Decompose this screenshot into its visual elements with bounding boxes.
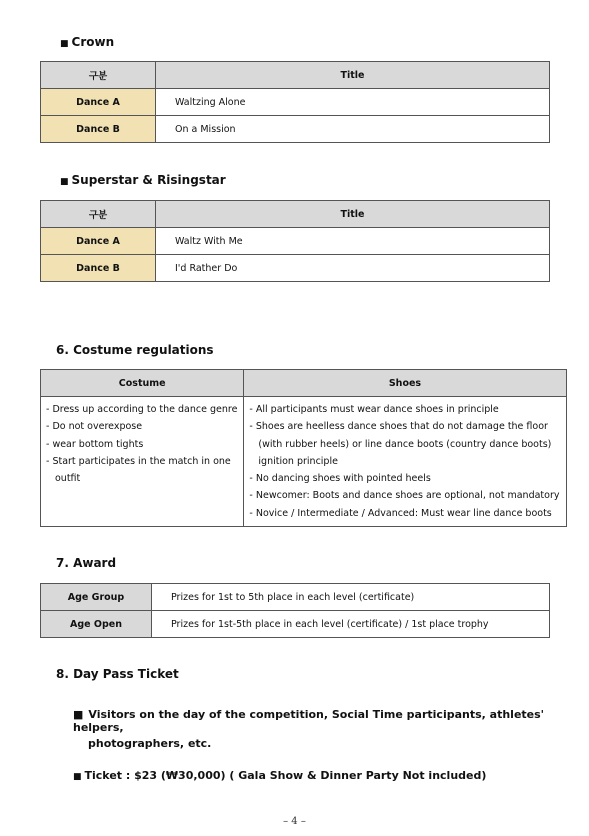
daypass-heading: 8. Day Pass Ticket — [56, 667, 179, 681]
square-bullet-icon: ■ — [73, 772, 82, 782]
crown-table — [40, 61, 550, 143]
crown-heading: ■ Crown — [60, 35, 115, 49]
header-category: 구분 — [41, 201, 156, 228]
visitors-line-continued: photographers, etc. — [88, 737, 212, 750]
row-label: Age Group — [41, 584, 152, 611]
page-number: – 4 – — [283, 816, 306, 827]
table-header-row — [41, 62, 550, 89]
row-value: Prizes for 1st to 5th place in each level (certificate) — [152, 584, 550, 611]
ticket-line: ■ Ticket : $23 (₩30,000) ( Gala Show & Dinner Party Not included) — [73, 769, 487, 782]
list-item: - Do not overexpose — [46, 421, 143, 433]
list-item: - Start participates in the match in one — [46, 455, 231, 467]
header-shoes: Shoes — [244, 370, 566, 397]
header-category: 구분 — [41, 62, 156, 89]
row-value: Waltzing Alone — [156, 89, 550, 116]
list-item: - Shoes are heelless dance shoes that do not damage the floor — [249, 421, 548, 433]
list-item: - All participants must wear dance shoes in principle — [249, 404, 499, 415]
visitors-line: ■ Visitors on the day of the competition, Social Time participants, athletes' helpers, — [73, 708, 545, 734]
table-row — [41, 116, 550, 143]
row-label: Dance B — [41, 255, 156, 282]
costume-cell — [41, 397, 244, 527]
list-item: - Novice / Intermediate / Advanced: Must wear line dance boots — [249, 507, 552, 519]
table-row — [41, 397, 567, 527]
list-item: ignition principle — [258, 455, 338, 467]
row-value: Waltz With Me — [156, 228, 550, 255]
award-heading: 7. Award — [56, 556, 117, 570]
shoes-cell — [244, 397, 566, 527]
list-item: - wear bottom tights — [46, 438, 144, 450]
table-header-row — [41, 201, 550, 228]
list-item: - Newcomer: Boots and dance shoes are optional, not mandatory — [249, 490, 560, 502]
superstar-table — [40, 200, 550, 282]
row-label: Dance A — [41, 228, 156, 255]
award-table — [40, 583, 550, 638]
row-value: I'd Rather Do — [156, 255, 550, 282]
row-label: Dance A — [41, 89, 156, 116]
row-label: Age Open — [41, 611, 152, 638]
table-header-row — [41, 370, 567, 397]
row-value: On a Mission — [156, 116, 550, 143]
square-bullet-icon: ■ — [60, 177, 69, 187]
list-item: outfit — [55, 473, 81, 485]
costume-table — [40, 369, 567, 527]
header-costume: Costume — [41, 370, 244, 397]
table-row — [41, 255, 550, 282]
costume-heading: 6. Costume regulations — [56, 343, 214, 357]
superstar-heading: ■ Superstar & Risingstar — [60, 173, 226, 187]
table-row — [41, 584, 550, 611]
square-bullet-icon: ■ — [60, 39, 69, 49]
header-title: Title — [156, 201, 550, 228]
list-item: (with rubber heels) or line dance boots (country dance boots) — [258, 438, 552, 450]
list-item: - Dress up according to the dance genre — [46, 404, 238, 415]
square-bullet-icon: ■ — [73, 708, 84, 721]
list-item: - No dancing shoes with pointed heels — [249, 473, 431, 485]
row-label: Dance B — [41, 116, 156, 143]
header-title: Title — [156, 62, 550, 89]
table-row — [41, 228, 550, 255]
table-row — [41, 89, 550, 116]
row-value: Prizes for 1st-5th place in each level (certificate) / 1st place trophy — [152, 611, 550, 638]
table-row — [41, 611, 550, 638]
